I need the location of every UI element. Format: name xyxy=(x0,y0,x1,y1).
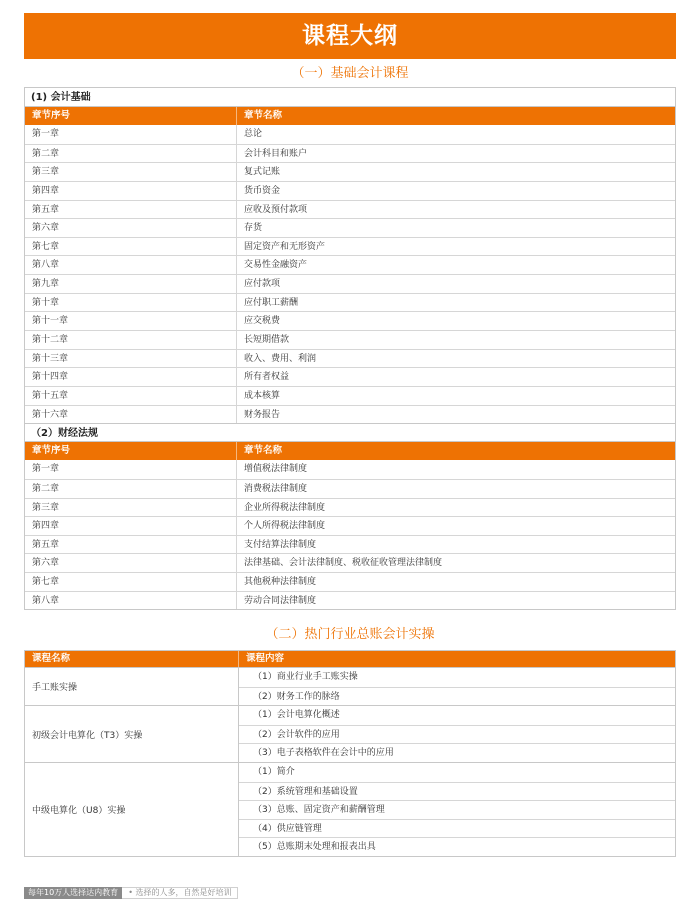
header-chapter-name: 章节名称 xyxy=(244,110,283,121)
course-name: 中级电算化（U8）实操 xyxy=(25,763,239,856)
table-header-row xyxy=(25,651,675,667)
group-2-subtitle: （2）财经法规 xyxy=(25,423,675,442)
chapter-name: 劳动合同法律制度 xyxy=(244,595,317,606)
course-name: 手工账实操 xyxy=(25,668,239,705)
group-1-subtitle: (1) 会计基础 xyxy=(25,88,675,107)
course-row xyxy=(25,762,675,856)
table-row xyxy=(25,125,675,144)
chapter-number: 第十四章 xyxy=(25,368,237,386)
footer-tagline: • 选择的人多，自然是好培训 xyxy=(122,887,238,899)
header-course-name: 课程名称 xyxy=(25,651,239,667)
chapter-name: 消费税法律制度 xyxy=(244,483,308,494)
chapter-name: 成本核算 xyxy=(244,390,281,401)
chapter-name: 企业所得税法律制度 xyxy=(244,502,326,513)
chapter-number: 第七章 xyxy=(25,238,237,256)
chapter-name: 应收及预付款项 xyxy=(244,204,308,215)
table-row xyxy=(25,553,675,572)
chapter-number: 第八章 xyxy=(25,256,237,274)
chapter-number: 第四章 xyxy=(25,517,237,535)
chapter-number: 第九章 xyxy=(25,275,237,293)
chapter-number: 第五章 xyxy=(25,201,237,219)
chapter-number: 第六章 xyxy=(25,219,237,237)
chapter-number: 第四章 xyxy=(25,182,237,200)
course-content-list xyxy=(239,763,675,856)
chapter-name: 所有者权益 xyxy=(244,372,290,383)
chapter-number: 第一章 xyxy=(25,125,237,144)
table-row xyxy=(25,367,675,386)
header-chapter-number: 章节序号 xyxy=(25,442,237,460)
chapter-number: 第八章 xyxy=(25,592,237,610)
course-list xyxy=(25,667,675,856)
page-title: 课程大纲 xyxy=(24,13,676,59)
table-row xyxy=(25,200,675,219)
table-row xyxy=(25,330,675,349)
footer xyxy=(24,887,238,899)
chapter-number: 第十五章 xyxy=(25,387,237,405)
chapter-number: 第六章 xyxy=(25,554,237,572)
table-row xyxy=(25,218,675,237)
chapter-name: 长短期借款 xyxy=(244,335,290,346)
header-chapter-name: 章节名称 xyxy=(244,445,283,457)
chapter-name: 固定资产和无形资产 xyxy=(244,241,326,252)
table-row xyxy=(25,386,675,405)
chapter-name: 应付款项 xyxy=(244,279,281,290)
table-row xyxy=(25,516,675,535)
table-row xyxy=(25,349,675,368)
chapter-name: 复式记账 xyxy=(244,167,281,178)
section-2-title: （二）热门行业总账会计实操 xyxy=(265,627,435,642)
course-content-item: （1）简介 xyxy=(253,766,295,777)
table-row xyxy=(25,535,675,554)
chapter-name: 法律基础、会计法律制度、税收征收管理法律制度 xyxy=(244,558,443,569)
table-row xyxy=(25,498,675,517)
course-content-item: （3）电子表格软件在会计中的应用 xyxy=(239,743,675,762)
chapter-name: 应付职工薪酬 xyxy=(244,297,299,308)
chapter-number: 第十一章 xyxy=(25,312,237,330)
chapter-number: 第一章 xyxy=(25,460,237,479)
practical-course-table xyxy=(24,650,676,857)
chapter-name: 会计科目和账户 xyxy=(244,148,308,159)
basic-accounting-table xyxy=(24,87,676,610)
course-content-item: （1）会计电算化概述 xyxy=(253,710,340,721)
table-row xyxy=(25,405,675,424)
table-row xyxy=(25,460,675,479)
table-row xyxy=(25,181,675,200)
header-chapter-number: 章节序号 xyxy=(25,107,237,125)
course-content-item: （2）会计软件的应用 xyxy=(239,725,675,744)
chapter-number: 第十六章 xyxy=(25,406,237,424)
chapter-number: 第七章 xyxy=(25,573,237,591)
table-row xyxy=(25,293,675,312)
course-content-list xyxy=(239,706,675,762)
table-row xyxy=(25,311,675,330)
chapter-number: 第十二章 xyxy=(25,331,237,349)
chapter-number: 第五章 xyxy=(25,536,237,554)
chapter-name: 其他税种法律制度 xyxy=(244,577,317,588)
chapter-name: 个人所得税法律制度 xyxy=(244,521,326,532)
table-header-row xyxy=(25,442,675,460)
section-1-title: （一）基础会计课程 xyxy=(291,66,409,81)
footer-slogan: 每年10万人选择达内教育 xyxy=(24,887,122,899)
chapter-number: 第二章 xyxy=(25,480,237,498)
group-1-rows xyxy=(25,125,675,423)
course-content-item: （3）总账、固定资产和薪酬管理 xyxy=(239,800,675,819)
table-row xyxy=(25,274,675,293)
table-row xyxy=(25,591,675,610)
chapter-name: 收入、费用、利润 xyxy=(244,353,317,364)
course-row xyxy=(25,667,675,705)
table-row xyxy=(25,144,675,163)
course-content-item: （5）总账期末处理和报表出具 xyxy=(239,837,675,856)
course-content-item: （2）财务工作的脉络 xyxy=(239,687,675,706)
chapter-name: 支付结算法律制度 xyxy=(244,539,317,550)
group-2-rows xyxy=(25,460,675,609)
table-row xyxy=(25,255,675,274)
table-row xyxy=(25,572,675,591)
chapter-name: 交易性金融资产 xyxy=(244,260,308,271)
table-row xyxy=(25,479,675,498)
chapter-name: 存货 xyxy=(244,223,263,234)
chapter-name: 财务报告 xyxy=(244,409,281,420)
table-row xyxy=(25,237,675,256)
chapter-number: 第二章 xyxy=(25,145,237,163)
chapter-number: 第十三章 xyxy=(25,350,237,368)
course-content-item: （1）商业行业手工账实操 xyxy=(253,672,358,682)
chapter-name: 总论 xyxy=(244,129,263,139)
course-content-list xyxy=(239,668,675,705)
course-name: 初级会计电算化（T3）实操 xyxy=(25,706,239,762)
course-content-item: （2）系统管理和基础设置 xyxy=(239,782,675,801)
chapter-number: 第十章 xyxy=(25,294,237,312)
chapter-number: 第三章 xyxy=(25,499,237,517)
chapter-name: 应交税费 xyxy=(244,316,281,327)
chapter-name: 增值税法律制度 xyxy=(244,464,308,475)
course-content-item: （4）供应链管理 xyxy=(239,819,675,838)
table-header-row xyxy=(25,107,675,125)
header-course-content: 课程内容 xyxy=(246,653,285,664)
course-row xyxy=(25,705,675,762)
chapter-number: 第三章 xyxy=(25,163,237,181)
table-row xyxy=(25,162,675,181)
chapter-name: 货币资金 xyxy=(244,185,281,196)
